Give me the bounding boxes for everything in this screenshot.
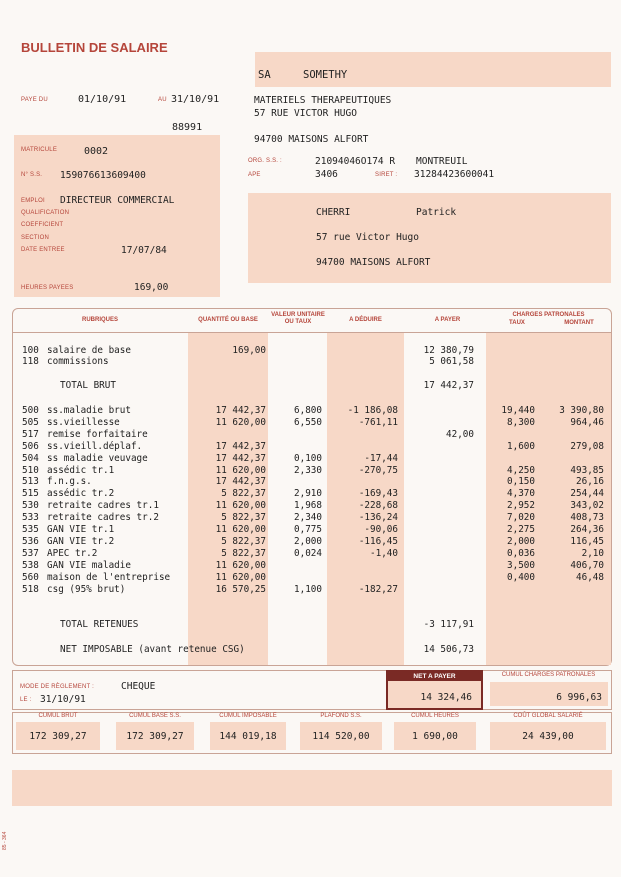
cell-pay [400,489,474,499]
cell-ded [330,430,398,440]
cell-ded: -1,40 [370,547,398,559]
ss-label: N° S.S. [21,172,43,178]
cell-ded [330,561,398,571]
employer-line3: 94700 MAISONS ALFORT [254,134,369,145]
bulletin-number: 88991 [172,122,203,133]
matricule: 0002 [84,146,109,157]
header-taux: TAUX [509,320,525,326]
cell-cmont: 279,08 [570,440,604,452]
cell-rate: 0,775 [294,524,322,535]
cell-code: 536 [22,535,39,547]
cell-rate: 0,100 [294,452,322,464]
cell-ctaux: 0,400 [507,571,535,583]
cell-rate: 6,550 [294,416,322,428]
cell-cmont: 3 390,80 [559,405,604,416]
header-rubriques: RUBRIQUES [81,317,118,323]
cumul-charges-label: CUMUL CHARGES PATRONALES [501,672,596,678]
cell-ctaux: 3,500 [507,559,535,571]
cell-rate: 6,800 [294,405,322,416]
cell-label: GAN VIE tr.2 [47,535,115,547]
cell-ctaux: 8,300 [507,416,535,428]
cell-ctaux: 0,036 [507,547,535,559]
total-retenues-value: -3 117,91 [423,619,474,630]
period-from-label: PAYE DU [21,97,48,103]
cell-cmont: 343,02 [570,500,604,512]
section-label: SECTION [21,235,50,241]
cell-qty: 169,00 [232,345,266,356]
bottom-band [12,770,612,806]
cell-ded: -761,11 [358,416,398,428]
cell-ded: -116,45 [358,535,398,547]
cell-rate [272,357,322,367]
date-entree: 17/07/84 [121,245,167,256]
total-retenues-label: TOTAL RETENUES [60,619,139,630]
cell-qty: 5 822,37 [221,547,266,559]
emploi-label: EMPLOI [21,198,45,204]
cell-label: GAN VIE maladie [47,559,131,571]
cell-qty: 11 620,00 [215,500,266,512]
cell-ded [330,442,398,452]
cell-ded: -136,24 [358,512,398,524]
cell-qty: 11 620,00 [215,571,266,583]
net-a-payer-value: 14 324,46 [420,692,472,703]
cell-cmont: 254,44 [570,488,604,500]
siret-label: SIRET : [375,172,398,178]
cell-ctaux: 7,020 [507,512,535,524]
cell-cmont: 46,48 [576,571,604,583]
cell-pay [400,406,474,416]
heures: 169,00 [134,282,169,293]
cumul-value: 172 309,27 [29,731,87,742]
cell-ded: -228,68 [358,500,398,512]
cell-code: 513 [22,476,39,488]
cell-rate [272,346,322,356]
employer-name: SOMETHY [303,69,348,81]
ape-value: 3406 [315,169,338,180]
org-value: 21094046O174 R [315,156,396,167]
cumul-label: PLAFOND S.S. [320,713,362,719]
header-rule [13,332,611,333]
cell-cmont [540,585,604,595]
cell-qty: 11 620,00 [215,559,266,571]
cell-rate [272,573,322,583]
cell-pay [400,585,474,595]
header-charges: CHARGES PATRONALES [512,312,585,318]
cell-cmont: 116,45 [570,535,604,547]
cell-rate: 2,000 [294,535,322,547]
cell-label: GAN VIE tr.1 [47,524,115,535]
header-payer: A PAYER [434,317,461,323]
employer-name-prefix: SA [258,69,271,81]
net-a-payer-label: NET A PAYER [413,673,456,680]
cell-code: 510 [22,464,39,476]
cell-ded: -17,44 [364,452,398,464]
cumul-value: 1 690,00 [412,731,458,742]
cell-code: 518 [22,583,39,595]
mode-label: MODE DE RÈGLEMENT : [20,684,95,690]
cell-pay [400,442,474,452]
cell-code: 537 [22,547,39,559]
employee-address2: 94700 MAISONS ALFORT [316,257,431,268]
mode-value: CHEQUE [121,681,156,692]
cell-rate [272,477,322,487]
coefficient-label: COEFFICIENT [21,222,64,228]
cell-cmont [540,357,604,367]
cell-pay [400,537,474,547]
cumul-value: 24 439,00 [522,731,574,742]
period-to: 31/10/91 [171,94,220,105]
cell-pay [400,501,474,511]
cell-rate: 0,024 [294,547,322,559]
cumul-label: CUMUL BASE S.S. [129,713,181,719]
cell-cmont: 406,70 [570,559,604,571]
matricule-label: MATRICULE [21,147,58,153]
cell-code: 533 [22,512,39,524]
cell-ded [330,357,398,367]
cell-label: csg (95% brut) [47,583,126,595]
cell-ded: -90,06 [364,524,398,535]
period-to-label: AU [158,97,167,103]
cell-rate: 2,330 [294,464,322,476]
cell-ctaux: 2,000 [507,535,535,547]
le-label: LE : [20,697,32,703]
employee-first-name: Patrick [416,207,457,218]
cell-code: 535 [22,524,39,535]
cell-label: assédic tr.2 [47,488,115,500]
cell-pay [400,477,474,487]
cell-pay [400,561,474,571]
cell-pay [400,573,474,583]
cell-ded: -169,43 [358,488,398,500]
header-montant: MONTANT [564,320,594,326]
cell-ctaux [492,430,535,440]
cumul-charges-value: 6 996,63 [556,692,602,703]
cell-qty: 16 570,25 [215,583,266,595]
cell-qty: 17 442,37 [215,476,266,488]
cell-ctaux: 4,370 [507,488,535,500]
cell-ded: -270,75 [358,464,398,476]
cumul-label: COÛT GLOBAL SALARIÉ [513,713,583,719]
cumul-value: 144 019,18 [219,731,277,742]
cell-code: 504 [22,452,39,464]
cell-label: retraite cadres tr.1 [47,500,159,512]
cell-rate [272,561,322,571]
cumul-label: CUMUL BRUT [38,713,78,719]
document-title: BULLETIN DE SALAIRE [21,40,168,55]
total-brut-label: TOTAL BRUT [60,380,116,391]
cell-label: f.n.g.s. [47,476,92,488]
cell-rate: 1,968 [294,500,322,512]
cell-qty: 17 442,37 [215,440,266,452]
cell-rate [272,430,322,440]
ape-label: APE [248,172,261,178]
cell-qty: 11 620,00 [215,416,266,428]
cell-code: 100 [22,345,39,356]
cell-code: 506 [22,440,39,452]
cell-rate: 2,340 [294,512,322,524]
org-city: MONTREUIL [416,156,468,167]
cell-cmont: 493,85 [570,464,604,476]
cell-label: salaire de base [47,345,131,356]
employee-last-name: CHERRI [316,207,351,218]
cell-ctaux [492,357,535,367]
date-entree-label: DATE ENTREE [21,247,65,253]
net-imposable-label: NET IMPOSABLE (avant retenue CSG) [60,644,245,655]
net-imposable-value: 14 506,73 [423,644,474,655]
cell-qty: 17 442,37 [215,405,266,416]
cell-pay [400,454,474,464]
cell-pay: 5 061,58 [429,356,474,367]
cell-label: commissions [47,356,109,367]
employee-info-panel [14,135,220,297]
cell-pay: 12 380,79 [423,345,474,356]
cell-code: 500 [22,405,39,416]
cell-ctaux: 0,150 [507,476,535,488]
cell-cmont: 964,46 [570,416,604,428]
cell-code: 530 [22,500,39,512]
employee-address1: 57 rue Victor Hugo [316,232,419,243]
cell-ctaux: 2,275 [507,524,535,535]
cell-cmont [540,454,604,464]
header-deduire: A DÉDUIRE [349,317,382,323]
cell-label: APEC tr.2 [47,547,98,559]
cumul-value: 172 309,27 [126,731,184,742]
cell-code: 517 [22,428,39,440]
le-value: 31/10/91 [40,694,86,705]
cell-ctaux: 19,440 [501,405,535,416]
cell-label: assédic tr.1 [47,464,115,476]
cell-label: retraite cadres tr.2 [47,512,159,524]
cell-code: 515 [22,488,39,500]
emploi: DIRECTEUR COMMERCIAL [60,195,175,206]
header-quantite: QUANTITÉ OU BASE [198,317,258,323]
cell-cmont [540,430,604,440]
cell-qty: 5 822,37 [221,535,266,547]
cell-pay [400,466,474,476]
cell-label: ss maladie veuvage [47,452,148,464]
cell-cmont: 26,16 [576,476,604,488]
cell-cmont [540,346,604,356]
cell-cmont: 264,36 [570,524,604,535]
cell-pay [400,513,474,523]
cell-pay [400,525,474,535]
cumul-label: CUMUL IMPOSABLE [219,713,277,719]
cell-pay [400,418,474,428]
cell-qty [192,430,266,440]
cell-qty: 5 822,37 [221,488,266,500]
cell-ctaux [492,346,535,356]
period-from: 01/10/91 [78,94,127,105]
cell-qty [192,357,266,367]
cell-rate: 2,910 [294,488,322,500]
org-label: ORG. S.S. : [248,158,282,164]
cell-label: maison de l'entreprise [47,571,171,583]
cell-ded: -182,27 [358,583,398,595]
cell-qty: 5 822,37 [221,512,266,524]
cell-ctaux: 1,600 [507,440,535,452]
cell-label: ss.maladie brut [47,405,131,416]
cell-ctaux [492,585,535,595]
heures-label: HEURES PAYEES [21,285,74,291]
cell-code: 118 [22,356,39,367]
employer-line1: MATERIELS THERAPEUTIQUES [254,95,392,106]
cell-ded [330,346,398,356]
cell-rate: 1,100 [294,583,322,595]
cell-cmont: 2,10 [581,547,604,559]
cell-ded [330,477,398,487]
cell-code: 505 [22,416,39,428]
side-code: 85 - 364 [2,831,8,850]
cell-ctaux: 4,250 [507,464,535,476]
ss-number: 159076613609400 [60,170,146,181]
cumul-label: CUMUL HEURES [411,713,459,719]
cell-label: remise forfaitaire [47,428,148,440]
cell-ctaux [492,454,535,464]
qualification-label: QUALIFICATION [21,210,70,216]
cell-ded: -1 186,08 [347,405,398,416]
cell-qty: 11 620,00 [215,464,266,476]
cell-code: 560 [22,571,39,583]
cell-pay: 42,00 [446,428,474,440]
cell-qty: 11 620,00 [215,524,266,535]
cell-label: ss.vieill.déplaf. [47,440,143,452]
total-brut-value: 17 442,37 [423,380,474,391]
cell-label: ss.vieillesse [47,416,120,428]
cell-pay [400,549,474,559]
cell-cmont: 408,73 [570,512,604,524]
cell-code: 538 [22,559,39,571]
cell-qty: 17 442,37 [215,452,266,464]
cell-ctaux: 2,952 [507,500,535,512]
header-valeur: VALEUR UNITAIRE OU TAUX [271,312,325,325]
cumul-value: 114 520,00 [312,731,370,742]
siret-value: 31284423600041 [414,169,495,180]
cell-rate [272,442,322,452]
employer-line2: 57 RUE VICTOR HUGO [254,108,357,119]
cell-ded [330,573,398,583]
